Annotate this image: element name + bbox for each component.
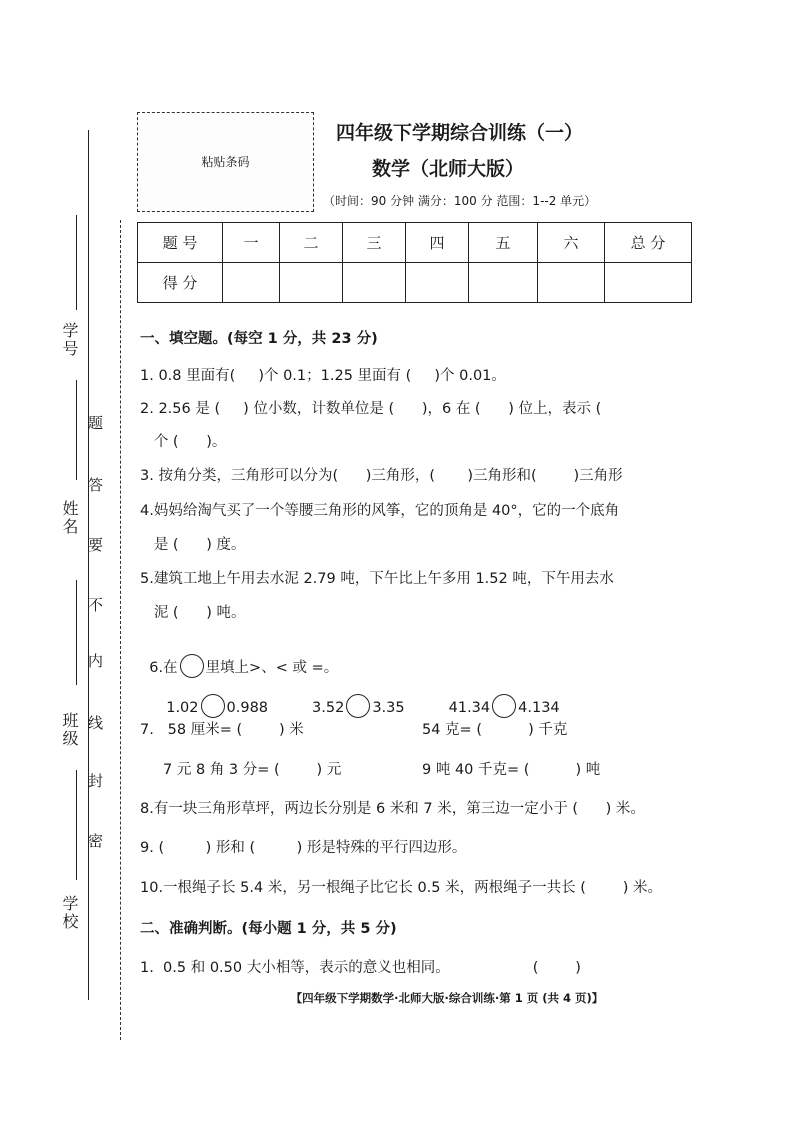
class-blank [76, 580, 77, 685]
comparison-circle-icon [180, 654, 204, 678]
question-5-line-2: 泥 ( ) 吨。 [140, 605, 246, 621]
question-9: 9. ( ) 形和 ( ) 形是特殊的平行四边形。 [140, 840, 467, 856]
section-1-title: 一、填空题。(每空 1 分，共 23 分) [140, 331, 378, 347]
table-header-cell: 六 [538, 223, 605, 263]
score-cell[interactable] [406, 263, 469, 303]
score-table [137, 222, 692, 303]
compare-circle-blank[interactable] [492, 694, 516, 718]
student-id-blank [76, 215, 77, 310]
compare-right: 4.134 [518, 700, 560, 716]
score-cell[interactable] [605, 263, 692, 303]
name-blank [76, 380, 77, 480]
question-2-line-1: 2. 2.56 是 ( ) 位小数，计数单位是 ( )，6 在 ( ) 位上，表示 ( [140, 401, 602, 417]
compare-right: 3.35 [372, 700, 405, 716]
table-header-cell: 总 分 [605, 223, 692, 263]
seal-char: 封 [88, 772, 104, 790]
score-cell[interactable] [469, 263, 538, 303]
question-7b-left: 7 元 8 角 3 分= ( ) 元 [140, 762, 342, 778]
question-7a-right: 54 克= ( ) 千克 [422, 722, 568, 738]
seal-char: 要 [88, 536, 104, 554]
school-blank [76, 770, 77, 880]
score-cell[interactable] [223, 263, 280, 303]
score-cell[interactable] [280, 263, 343, 303]
seal-char: 线 [88, 714, 104, 732]
score-cell[interactable] [343, 263, 406, 303]
question-10: 10.一根绳子长 5.4 米，另一根绳子比它长 0.5 米，两根绳子一共长 ( ) 米。 [140, 880, 663, 896]
compare-right: 0.988 [226, 700, 269, 716]
page-subtitle: 数学（北师大版） [372, 158, 525, 180]
question-7a-left: 7. 58 厘米= ( ) 米 [140, 722, 304, 738]
question-6-items [157, 678, 560, 718]
seal-char: 内 [88, 652, 104, 670]
class-label: 班级 [60, 712, 79, 748]
exam-meta: （时间：90 分钟 满分：100 分 范围：1--2 单元） [323, 194, 597, 208]
question-3: 3. 按角分类，三角形可以分为( )三角形，( )三角形和( )三角形 [140, 468, 623, 484]
question-6 [140, 638, 338, 678]
binding-solid-line [88, 130, 89, 1000]
question-4-line-1: 4.妈妈给淘气买了一个等腰三角形的风筝，它的顶角是 40°，它的一个底角 [140, 503, 620, 519]
barcode-label: 粘贴条码 [201, 155, 250, 169]
score-label-cell: 得 分 [138, 263, 223, 303]
binding-dashed-line [120, 220, 121, 1040]
seal-char: 不 [88, 596, 104, 614]
compare-circle-blank[interactable] [346, 694, 370, 718]
question-8: 8.有一块三角形草坪，两边长分别是 6 米和 7 米，第三边一定小于 ( ) 米。 [140, 801, 645, 817]
compare-left: 3.52 [312, 700, 345, 716]
score-table-score-row [138, 263, 692, 303]
compare-left: 41.34 [448, 700, 491, 716]
seal-char: 题 [88, 414, 104, 432]
table-header-cell: 三 [343, 223, 406, 263]
barcode-area [137, 112, 314, 212]
table-header-cell: 二 [280, 223, 343, 263]
name-label: 姓名 [60, 500, 79, 536]
score-table-header-row [138, 223, 692, 263]
question-6-instruction: 里填上>、< 或 =。 [205, 660, 339, 676]
question-1: 1. 0.8 里面有( )个 0.1；1.25 里面有 ( )个 0.01。 [140, 368, 506, 384]
compare-left: 1.02 [166, 700, 199, 716]
question-5-line-1: 5.建筑工地上午用去水泥 2.79 吨，下午比上午多用 1.52 吨，下午用去水 [140, 571, 614, 587]
table-header-cell: 题 号 [138, 223, 223, 263]
score-cell[interactable] [538, 263, 605, 303]
page-footer: 【四年级下学期数学·北师大版·综合训练·第 1 页 (共 4 页)】 [290, 991, 604, 1005]
table-header-cell: 四 [406, 223, 469, 263]
student-id-label: 学号 [60, 322, 79, 358]
page-title: 四年级下学期综合训练（一） [336, 122, 584, 144]
compare-circle-blank[interactable] [201, 694, 225, 718]
table-header-cell: 一 [223, 223, 280, 263]
seal-char: 答 [88, 476, 104, 494]
judge-question-1: 1. 0.5 和 0.50 大小相等，表示的意义也相同。 ( ) [140, 960, 581, 976]
school-label: 学校 [60, 895, 79, 931]
question-4-line-2: 是 ( ) 度。 [140, 537, 246, 553]
question-7b-right: 9 吨 40 千克= ( ) 吨 [422, 762, 601, 778]
question-6-prefix: 6.在 [149, 660, 178, 676]
seal-char: 密 [88, 832, 104, 850]
section-2-title: 二、准确判断。(每小题 1 分，共 5 分) [140, 921, 397, 937]
table-header-cell: 五 [469, 223, 538, 263]
question-2-line-2: 个 ( )。 [140, 434, 227, 450]
